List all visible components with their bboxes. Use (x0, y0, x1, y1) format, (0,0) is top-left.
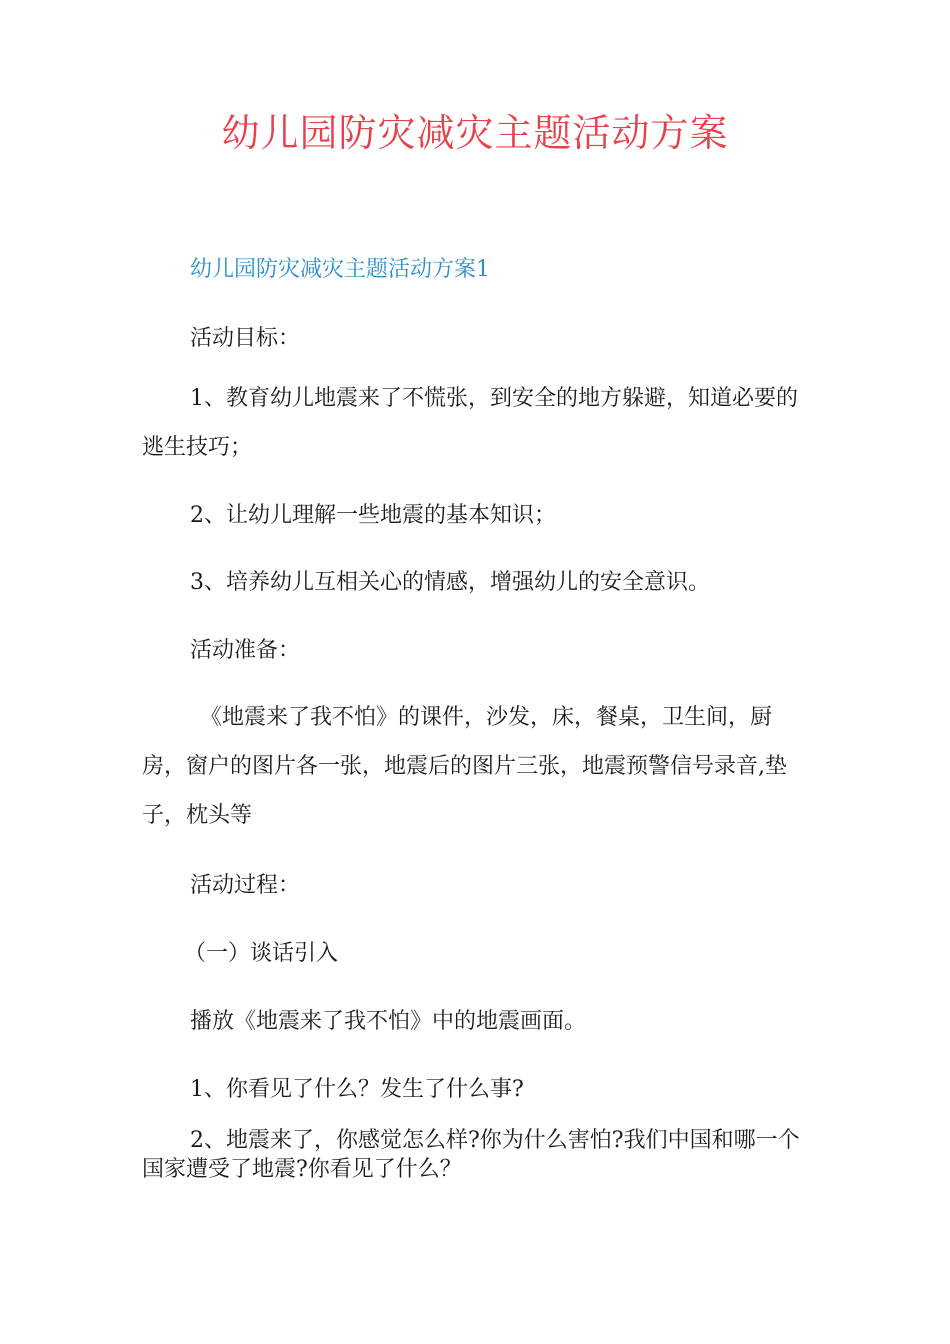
paragraph-play-video: 播放《地震来了我不怕》中的地震画面。 (190, 1009, 587, 1034)
paragraph-question-2: 2、地震来了，你感觉怎么样?你为什么害怕?我们中国和哪一个国家遭受了地震?你看见了什么？ (142, 1128, 800, 1182)
paragraph-prep-label: 活动准备： (190, 638, 301, 663)
paragraph-prep-materials: 《地震来了我不怕》的课件，沙发，床，餐桌，卫生间，厨房，窗户的图片各一张，地震后的图片三张，地震预警信号录音,垫子，枕头等 (142, 705, 787, 828)
paragraph-goal-2: 2、让幼儿理解一些地震的基本知识； (190, 503, 556, 528)
paragraph-goal-1: 1、教育幼儿地震来了不慌张，到安全的地方躲避，知道必要的逃生技巧； (142, 386, 798, 460)
paragraph-goals-label: 活动目标： (190, 326, 301, 351)
section-heading: 幼儿园防灾减灾主题活动方案1 (190, 257, 490, 282)
paragraph-goal-3: 3、培养幼儿互相关心的情感，增强幼儿的安全意识。 (190, 570, 710, 595)
paragraph-step-1-heading: （一）谈话引入 (184, 941, 339, 966)
document-title: 幼儿园防灾减灾主题活动方案 (221, 111, 729, 155)
paragraph-process-label: 活动过程： (190, 873, 301, 898)
paragraph-question-1: 1、你看见了什么？发生了什么事? (190, 1077, 524, 1102)
